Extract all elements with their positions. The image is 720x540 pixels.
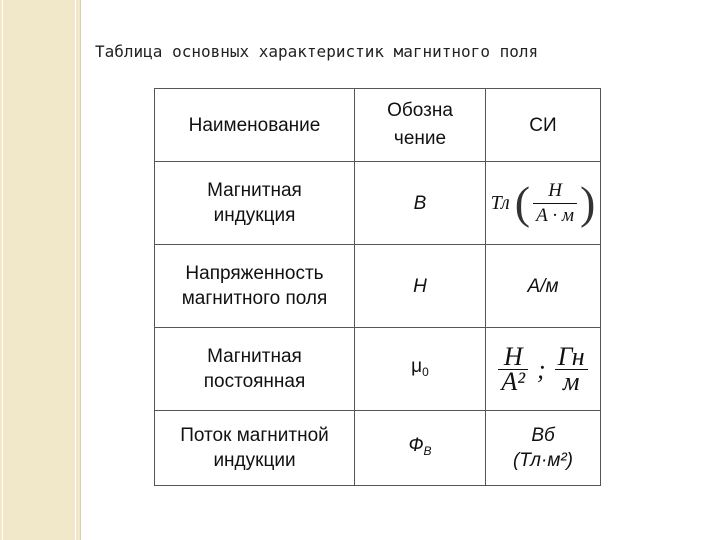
- row-unit: Вб (Тл·м²): [486, 411, 601, 486]
- fraction-denominator: А²: [501, 366, 526, 396]
- table-header-row: [155, 89, 601, 162]
- page-title: Таблица основных характеристик магнитного поля: [95, 42, 539, 61]
- row-symbol: $Ф_B$: [355, 411, 486, 486]
- fraction-denominator: А · м: [536, 204, 575, 226]
- row-name: Магнитная индукция: [155, 162, 355, 245]
- unit-prefix: Тл: [490, 191, 510, 214]
- header-si: СИ: [486, 89, 601, 162]
- header-symbol: Обозна чение: [355, 89, 486, 162]
- row-symbol: B: [355, 162, 486, 245]
- header-name: Наименование: [155, 89, 355, 162]
- row-unit-formula: Тл ( $\frac{H}{А \cdot м}$ ): [486, 162, 601, 245]
- row-name: Поток магнитной индукции: [155, 411, 355, 486]
- row-symbol: H: [355, 245, 486, 328]
- fraction-denominator: м: [562, 366, 580, 396]
- fraction-numerator: H: [533, 179, 577, 204]
- table-row: [155, 245, 601, 328]
- characteristics-table: [154, 88, 601, 486]
- row-symbol: $\mu_0$: [355, 328, 486, 411]
- separator: ;: [537, 354, 546, 384]
- fraction-numerator: Н: [498, 345, 528, 370]
- table-row: [155, 411, 601, 486]
- row-unit: А/м: [486, 245, 601, 328]
- row-unit-formula: [486, 328, 601, 411]
- row-name: Магнитная постоянная: [155, 328, 355, 411]
- left-decorative-bar: [0, 0, 81, 540]
- table-row: [155, 328, 601, 411]
- fraction-numerator: Гн: [555, 345, 588, 370]
- table-row: [155, 162, 601, 245]
- row-name: Напряженность магнитного поля: [155, 245, 355, 328]
